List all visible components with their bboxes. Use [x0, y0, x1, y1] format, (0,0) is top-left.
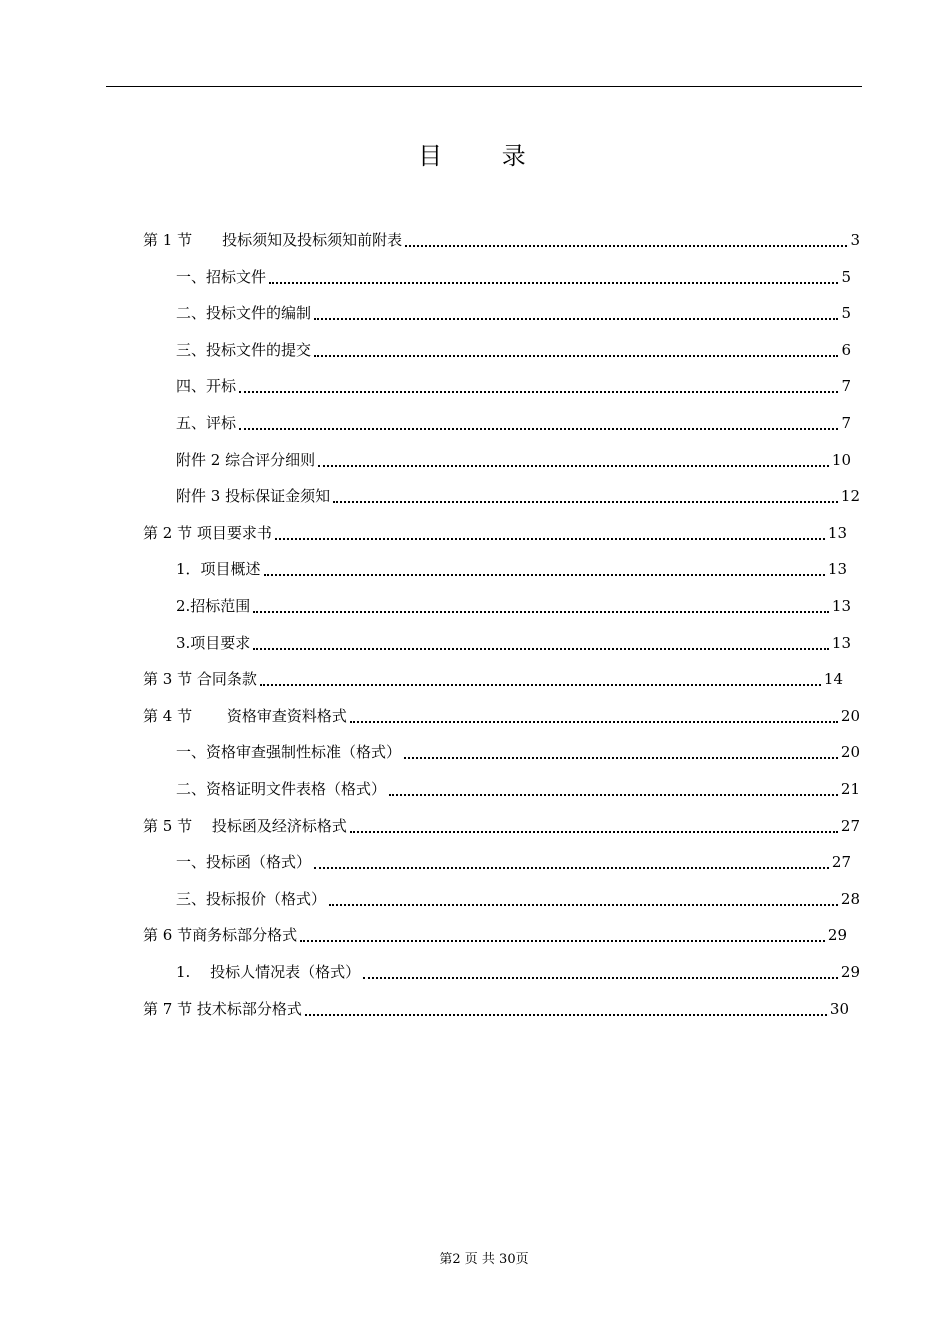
toc-leader-dots — [329, 892, 838, 906]
toc-leader-dots — [350, 819, 838, 833]
toc-entry-page: 13 — [831, 597, 851, 615]
toc-entry[interactable] — [176, 293, 851, 323]
toc-entry-label: 第 4 节 资格审查资料格式 — [143, 706, 347, 725]
toc-entry-label: 一、投标函（格式） — [176, 853, 312, 872]
toc-entry-page: 30 — [829, 999, 849, 1018]
toc-entry-label: 第 1 节 投标须知及投标须知前附表 — [143, 231, 403, 249]
toc-leader-dots — [305, 1002, 827, 1016]
toc-entry[interactable] — [143, 806, 860, 836]
toc-entry-page: 28 — [840, 889, 860, 908]
toc-leader-dots — [405, 233, 847, 247]
toc-entry-label: 第 3 节 合同条款 — [143, 670, 257, 689]
toc-leader-dots — [350, 709, 838, 723]
toc-entry-page: 27 — [840, 816, 860, 835]
toc-leader-dots — [333, 489, 838, 503]
toc-entry[interactable] — [176, 952, 860, 982]
toc-leader-dots — [300, 928, 825, 942]
toc-leader-dots — [275, 526, 825, 540]
toc-entry-label: 附件 2 综合评分细则 — [176, 450, 316, 469]
toc-entry[interactable] — [176, 879, 860, 909]
toc-leader-dots — [389, 782, 838, 796]
toc-entry-label: 3.项目要求 — [176, 633, 251, 652]
toc-entry[interactable] — [176, 586, 851, 616]
toc-entry-label: 1. 投标人情况表（格式） — [176, 963, 361, 981]
toc-entry-page: 7 — [841, 414, 851, 432]
toc-entry[interactable] — [143, 989, 849, 1019]
toc-leader-dots — [239, 379, 838, 393]
toc-leader-dots — [314, 343, 838, 357]
toc-entry-page: 10 — [831, 450, 851, 469]
toc-entry-label: 第 5 节 投标函及经济标格式 — [143, 816, 347, 835]
toc-entry[interactable] — [143, 659, 843, 689]
toc-entry[interactable] — [176, 330, 851, 360]
toc-entry[interactable] — [176, 769, 860, 799]
toc-entry-page: 3 — [850, 231, 860, 249]
toc-entry[interactable] — [176, 366, 851, 396]
toc-entry-label: 一、招标文件 — [176, 267, 267, 286]
toc-entry-label: 2.招标范围 — [176, 597, 251, 615]
toc-entry-page: 5 — [841, 267, 851, 286]
toc-entry[interactable] — [176, 732, 860, 762]
toc-entry-page: 13 — [827, 560, 847, 579]
toc-entry-label: 附件 3 投标保证金须知 — [176, 487, 331, 506]
toc-leader-dots — [314, 306, 838, 320]
toc-leader-dots — [318, 453, 829, 467]
toc-entry-page: 27 — [831, 853, 851, 872]
toc-leader-dots — [264, 562, 825, 576]
toc-entry-label: 一、资格审查强制性标准（格式） — [176, 743, 402, 762]
toc-leader-dots — [239, 416, 838, 430]
toc-entry-label: 三、投标文件的提交 — [176, 340, 312, 359]
toc-entry-label: 1．项目概述 — [176, 560, 261, 579]
toc-entry-page: 29 — [827, 926, 847, 945]
toc-entry-page: 7 — [841, 377, 851, 396]
toc-entry-label: 二、投标文件的编制 — [176, 304, 312, 323]
toc-entry[interactable] — [176, 549, 847, 579]
toc-entry-page: 14 — [823, 670, 843, 689]
toc-leader-dots — [269, 270, 838, 284]
toc-leader-dots — [404, 745, 838, 759]
page-title: 目 录 — [418, 142, 552, 170]
toc-entry[interactable] — [176, 440, 851, 470]
toc-entry-page: 6 — [841, 340, 851, 359]
toc-entry-page: 12 — [840, 487, 860, 506]
toc-entry-page: 5 — [841, 304, 851, 323]
toc-entry[interactable] — [143, 513, 847, 543]
toc-entry[interactable] — [176, 623, 851, 653]
toc-leader-dots — [260, 672, 821, 686]
toc-entry-label: 二、资格证明文件表格（格式） — [176, 780, 387, 798]
toc-entry[interactable] — [143, 220, 860, 250]
toc-entry-page: 20 — [840, 743, 860, 762]
toc-leader-dots — [253, 599, 829, 613]
toc-entry-label: 五、评标 — [176, 414, 237, 432]
toc-entry-page: 29 — [840, 963, 860, 981]
toc-entry[interactable] — [176, 403, 851, 433]
toc-entry-label: 第 6 节商务标部分格式 — [143, 926, 298, 945]
header-rule — [106, 86, 862, 87]
toc-entry-page: 21 — [840, 780, 860, 798]
toc-entry[interactable] — [143, 915, 847, 945]
toc-leader-dots — [253, 636, 829, 650]
toc-entry-page: 13 — [831, 633, 851, 652]
toc-entry-label: 第 2 节 项目要求书 — [143, 523, 272, 542]
toc-entry[interactable] — [143, 696, 860, 726]
page-footer: 第2 页 共 30页 — [439, 1252, 529, 1267]
toc-entry-label: 三、投标报价（格式） — [176, 889, 327, 908]
toc-entry-page: 20 — [840, 706, 860, 725]
toc-leader-dots — [363, 965, 838, 979]
toc-entry[interactable] — [176, 257, 851, 287]
toc-entry[interactable] — [176, 842, 851, 872]
toc-entry-label: 四、开标 — [176, 377, 237, 396]
toc-entry[interactable] — [176, 476, 860, 506]
toc-leader-dots — [314, 855, 829, 869]
toc-entry-page: 13 — [827, 523, 847, 542]
toc-entry-label: 第 7 节 技术标部分格式 — [143, 999, 302, 1018]
